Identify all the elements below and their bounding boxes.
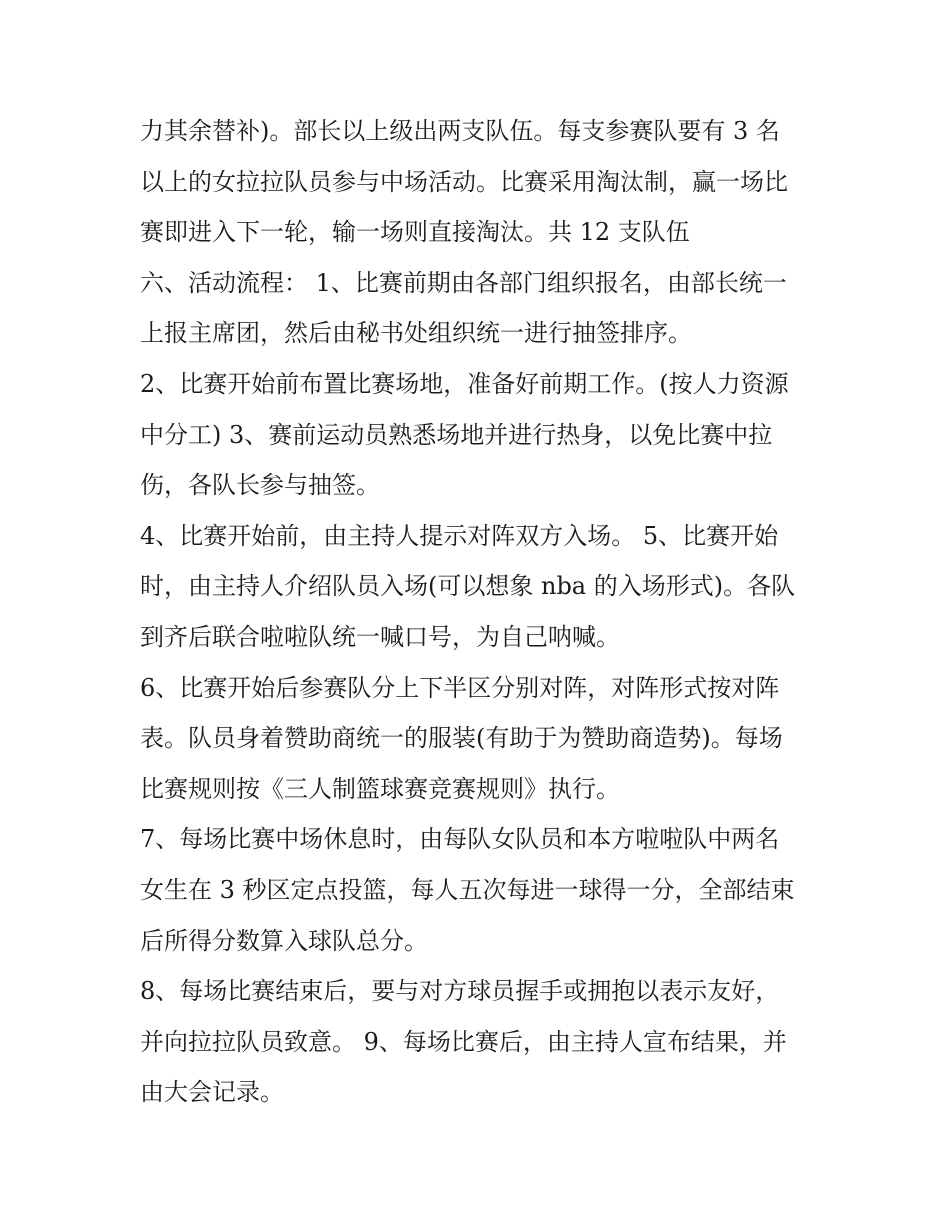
text-line-3: 赛即进入下一轮，输一场则直接淘汰。共 12 支队伍 xyxy=(140,218,690,247)
text-line-1: 力其余替补)。部长以上级出两支队伍。每支参赛队要有 3 名 xyxy=(140,117,780,145)
text-line-17: 后所得分数算入球队总分。 xyxy=(140,926,428,955)
text-line-2: 以上的女拉拉队员参与中场活动。比赛采用淘汰制，赢一场比 xyxy=(140,167,788,196)
text-line-8: 伤，各队长参与抽签。 xyxy=(140,471,380,500)
text-line-11: 到齐后联合啦啦队统一喊口号，为自己呐喊。 xyxy=(140,622,620,651)
text-line-12: 6、比赛开始后参赛队分上下半区分别对阵，对阵形式按对阵 xyxy=(140,673,780,702)
text-line-7: 中分工) 3、赛前运动员熟悉场地并进行热身，以免比赛中拉 xyxy=(140,420,773,449)
document-body xyxy=(140,106,820,1118)
text-line-5: 上报主席团，然后由秘书处组织统一进行抽签排序。 xyxy=(140,319,692,348)
text-line-19: 并向拉拉队员致意。 9、每场比赛后，由主持人宣布结果，并 xyxy=(140,1027,787,1056)
text-line-20: 由大会记录。 xyxy=(140,1078,284,1107)
text-line-14: 比赛规则按《三人制篮球赛竞赛规则》执行。 xyxy=(140,774,620,803)
text-line-13: 表。队员身着赞助商统一的服装(有助于为赞助商造势)。每场 xyxy=(140,724,783,753)
text-line-6: 2、比赛开始前布置比赛场地，准备好前期工作。(按人力资源 xyxy=(140,369,789,398)
text-line-16: 女生在 3 秒区定点投篮，每人五次每进一球得一分，全部结束 xyxy=(140,875,795,904)
text-line-10: 时，由主持人介绍队员入场(可以想象 nba 的入场形式)。各队 xyxy=(140,572,796,601)
text-line-18: 8、每场比赛结束后，要与对方球员握手或拥抱以表示友好， xyxy=(140,977,780,1006)
text-line-15: 7、每场比赛中场休息时，由每队女队员和本方啦啦队中两名 xyxy=(140,825,780,854)
text-line-4: 六、活动流程： 1、比赛前期由各部门组织报名，由部长统一 xyxy=(140,268,787,297)
text-line-9: 4、比赛开始前，由主持人提示对阵双方入场。 5、比赛开始 xyxy=(140,521,779,550)
